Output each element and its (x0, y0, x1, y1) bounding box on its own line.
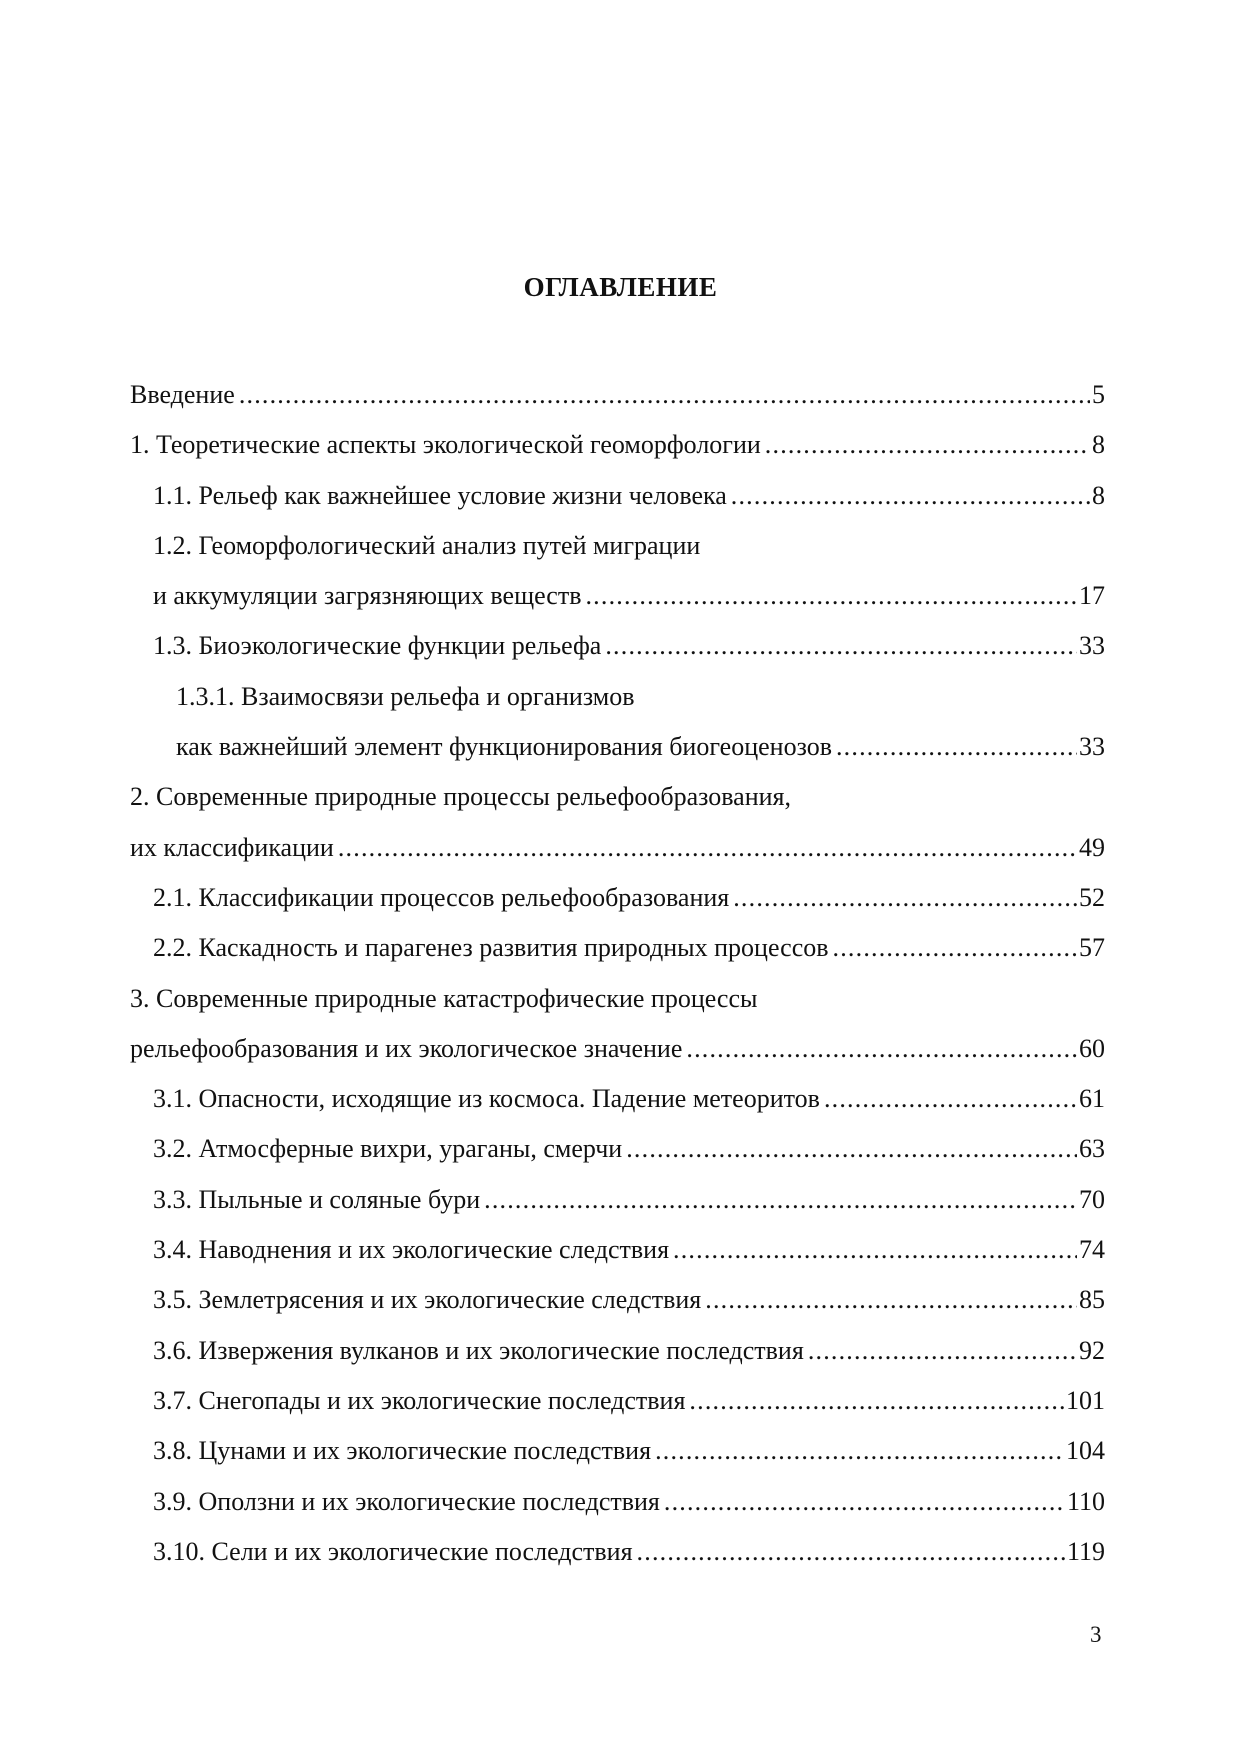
toc-entry (130, 531, 1105, 581)
toc-entry (130, 1386, 1105, 1436)
toc-entry-title: 3. Современные природные катастрофические процессы (130, 984, 761, 1014)
toc-entry-page: 92 (1079, 1335, 1105, 1365)
toc-dot-leader (765, 430, 1090, 460)
toc-entry-title: 3.8. Цунами и их экологические последствия (153, 1436, 655, 1466)
toc-entry (130, 1285, 1105, 1335)
toc-dot-leader (705, 1285, 1077, 1315)
toc-entry-page: 57 (1079, 933, 1105, 963)
toc-dot-leader (626, 1134, 1077, 1164)
toc-entry-title: их классификации (130, 833, 338, 863)
toc-dot-leader (836, 732, 1077, 762)
toc-entry-page: 17 (1079, 581, 1105, 611)
toc-entry-title: 1.3. Биоэкологические функции рельефа (153, 631, 605, 661)
toc-dot-leader (824, 1084, 1077, 1114)
toc-dot-leader (637, 1537, 1065, 1567)
toc-dot-leader (338, 833, 1077, 863)
toc-entry-title: 3.4. Наводнения и их экологические следствия (153, 1235, 673, 1265)
toc-dot-leader (484, 1185, 1077, 1215)
toc-entry (130, 732, 1105, 782)
toc-dot-leader (808, 1336, 1077, 1366)
toc-entry-title: 3.10. Сели и их экологические последствия (153, 1537, 637, 1567)
toc-entry-title: 1.3.1. Взаимосвязи рельефа и организмов (176, 682, 638, 712)
toc-entry-title: 1.2. Геоморфологический анализ путей миграции (153, 531, 704, 561)
toc-entry-page: 101 (1066, 1385, 1105, 1415)
toc-entry-page: 8 (1092, 480, 1105, 510)
toc-entry (130, 430, 1105, 480)
toc-entry (130, 1537, 1105, 1587)
toc-entry-page: 119 (1066, 1536, 1105, 1566)
toc-entry (130, 481, 1105, 531)
toc-entry-title: 3.7. Снегопады и их экологические последствия (153, 1386, 689, 1416)
toc-entry-page: 5 (1092, 380, 1105, 409)
toc-entry-page: 70 (1079, 1184, 1105, 1214)
toc-entry-title: 2.1. Классификации процессов рельефообразования (153, 883, 733, 913)
toc-entry-title: 3.9. Оползни и их экологические последствия (153, 1487, 664, 1517)
toc-dot-leader (585, 581, 1077, 611)
toc-entry-title: Введение (130, 380, 239, 410)
toc-entry-page: 104 (1066, 1436, 1105, 1466)
toc-entry-title: и аккумуляции загрязняющих веществ (153, 581, 585, 611)
toc-entry (130, 682, 1105, 732)
toc-entry-page: 110 (1066, 1486, 1105, 1516)
table-of-contents (130, 380, 1105, 1587)
toc-entry (130, 833, 1105, 883)
toc-entry (130, 1436, 1105, 1486)
toc-entry-title: 1. Теоретические аспекты экологической геоморфологии (130, 430, 765, 460)
toc-dot-leader (605, 631, 1077, 661)
toc-entry (130, 1084, 1105, 1134)
toc-entry-page: 33 (1079, 732, 1105, 762)
toc-entry (130, 984, 1105, 1034)
toc-entry (130, 1134, 1105, 1184)
toc-entry-title: 3.3. Пыльные и соляные бури (153, 1185, 484, 1215)
toc-entry (130, 1185, 1105, 1235)
toc-dot-leader (833, 933, 1077, 963)
toc-entry-page: 63 (1079, 1134, 1105, 1164)
toc-entry-title: 3.1. Опасности, исходящие из космоса. Падение метеоритов (153, 1084, 824, 1114)
toc-entry-page: 85 (1079, 1285, 1105, 1315)
toc-entry-title: рельефообразования и их экологическое значение (130, 1034, 686, 1064)
toc-entry-page: 60 (1079, 1033, 1105, 1063)
toc-entry (130, 782, 1105, 832)
toc-entry-title: 2. Современные природные процессы рельефообразования, (130, 782, 795, 812)
toc-entry-title: 3.2. Атмосферные вихри, ураганы, смерчи (153, 1134, 626, 1164)
toc-entry (130, 581, 1105, 631)
toc-entry-page: 49 (1079, 832, 1105, 862)
page-number: 3 (1090, 1622, 1102, 1647)
toc-entry-page: 61 (1079, 1084, 1105, 1114)
toc-dot-leader (733, 883, 1077, 913)
toc-dot-leader (689, 1386, 1064, 1416)
toc-dot-leader (655, 1436, 1064, 1466)
toc-entry (130, 1034, 1105, 1084)
toc-entry (130, 380, 1105, 430)
toc-entry (130, 631, 1105, 681)
toc-dot-leader (239, 380, 1090, 410)
toc-dot-leader (673, 1235, 1077, 1265)
toc-entry-page: 8 (1092, 430, 1105, 460)
toc-entry (130, 883, 1105, 933)
toc-entry-title: 3.5. Землетрясения и их экологические следствия (153, 1285, 705, 1315)
toc-entry-page: 74 (1079, 1235, 1105, 1265)
toc-entry (130, 1487, 1105, 1537)
toc-entry-title: 3.6. Извержения вулканов и их экологические последствия (153, 1336, 808, 1366)
toc-entry (130, 1336, 1105, 1386)
toc-entry-page: 52 (1079, 882, 1105, 912)
toc-entry (130, 1235, 1105, 1285)
toc-dot-leader (731, 481, 1090, 511)
toc-dot-leader (686, 1034, 1077, 1064)
toc-entry-title: как важнейший элемент функционирования биогеоценозов (176, 732, 836, 762)
toc-entry-title: 2.2. Каскадность и парагенез развития природных процессов (153, 933, 833, 963)
page-title: ОГЛАВЛЕНИЕ (523, 272, 718, 302)
toc-entry-page: 33 (1079, 631, 1105, 661)
toc-entry (130, 933, 1105, 983)
toc-dot-leader (664, 1487, 1065, 1517)
toc-entry-title: 1.1. Рельеф как важнейшее условие жизни человека (153, 481, 731, 511)
